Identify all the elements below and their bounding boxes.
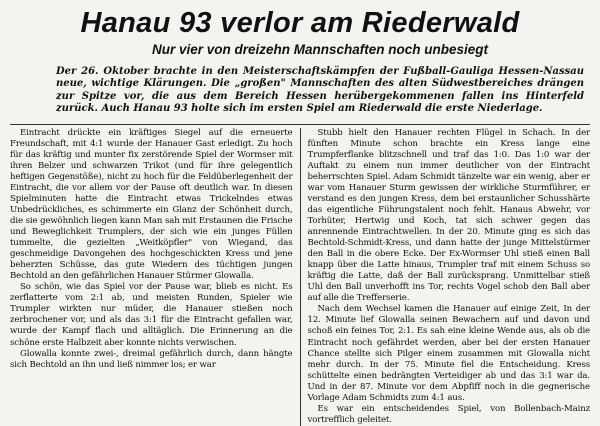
article-lead: Der 26. Oktober brachte in den Meisterschaftskämpfen der Fußball-Gauliga Hessen-Nassau neue, wichtige Klärungen. Die „großen" Mannschaften des alten Südwestbereiches drängen zur Spitze vor, die aus dem Bereich Hessen herübergekommenen fallen ins Hinterfeld zurück. Auch Hanau 93 holte sich im ersten Spiel am Riederwald die erste Niederlage. [56, 66, 584, 115]
article-headline: Hanau 93 verlor am Riederwald [80, 7, 520, 39]
article-right-column [301, 128, 591, 426]
column-rule [10, 124, 590, 125]
right-paragraph: Stubb hielt den Hanauer rechten Flügel in Schach. In der fünften Minute schon brachte ein Kress lange eine Trumpferflanke blitzschnell und traf das 1:0. Das 1:0 war der Auftakt zu einem nun immer deutlicher von der Eintracht beherrschten Spiel. Adam Schmidt tänzelte war ein wenig, aber er war vom Hanauer Sturm gewissen der wirkliche Sturmführer, er verstand es den jungen Kress, dem bei erstaunlicher Schusshärte das eigentliche Führungstalent noch fehlt. Hanaus Abwehr, vor Torhüter, Hertwig und Koch, tat sich schwer gegen das anrennende Eintrachtwellen. In der 20. Minute ging es sich das Bechtold-Schmidt-Kress, und dann hatte der junge Mittelstürmer den Ball in die obere Ecke. Der Ex-Wormser Uhl stieß einen Ball knapp über die Latte hinaus, Trumpler traf mit einem Schuss so kräftig die Latte, daß der Ball zurücksprang. Unmittelbar stieß Uhl den Ball unverhofft ins Tor, rechts Vogel schob den Ball aber auf alle die Trefferserie. [307, 127, 590, 304]
article-columns [10, 128, 590, 426]
right-paragraph: Es war ein entscheidendes Spiel, von Bollenbach-Mainz vortrefflich geleitet. [307, 403, 590, 425]
article-subheadline: Nur vier von dreizehn Mannschaften noch unbesiegt [151, 42, 489, 57]
right-paragraph: Nach dem Wechsel kamen die Hanauer auf einige Zeit, In der 12. Minute lief Glowalla seinen Bewachern auf und davon und schoß ein feines Tor, 2:1. Es sah eine kleine Wende aus, als ob die Eintracht noch gefährdet werden, aber bei der ersten Hanauer Chance stellte sich Pilger einem zusammen mit Glowalla nicht mehr durch. In der 75. Minute fiel die Entscheidung. Kress schüttelte einen bedrängten Verteidiger ab und das 3:1 war da. Und in der 87. Minute vor dem Abpfiff noch in die gegnerische Vorlage Adam Schmidts zum 4:1 aus. [307, 304, 590, 403]
left-paragraph: Glowalla konnte zwei-, dreimal gefährlich durch, dann hängte sich Bechtold an ihn und ließ nimmer los; er war [10, 348, 293, 370]
left-paragraph: So schön, wie das Spiel vor der Pause war, blieb es nicht. Es zerflatterte vom 2:1 ab, und meisten Runden, Spieler wie Trumpler wirkten nur müder, die Hanauer stießen noch zerbrochener vor, und als das 3:1 für die Eintracht gefallen war, wurde der Kampf flach und alltäglich. Die Erinnerung an die schöne erste Halbzeit aber konnte nichts verwischen. [10, 282, 293, 348]
article-left-column [10, 128, 301, 426]
left-paragraph: Eintracht drückte ein kräftiges Siegel auf die erneuerte Freundschaft, mit 4:1 wurde der Hanauer Gast erledigt. Zu hoch für das kräftig und munter fix zerstörende Spiel der Wormser mit ihren Belzer und schwarzen Trikot (und für ihre gelegentlich heftigen Gegenstöße), nicht zu hoch für die Feldüberlegenheit der Eintracht, die vor allem vor der Pause oft deutlich war. In diesen Spielminuten hatte die Eintracht etwas Trickelndes etwas Unbedrückliches, es schimmerte ein Glanz der Schönheit durch, die sie gewöhnlich liegen kann Man sah mit Erstaunen die Frische und Beweglichkeit Trumplers, der sich wie ein junges Füllen tummelte, die gezielten „Weitköpfler" von Wiegand, das geschmeidige Davongehen des hochgeschickten Kress und jene beherzten Schüsse, das gute Wiedern des tüchtigen jungen Bechtold an den gefährlichen Hanauer Stürmer Glowalla. [10, 127, 293, 282]
